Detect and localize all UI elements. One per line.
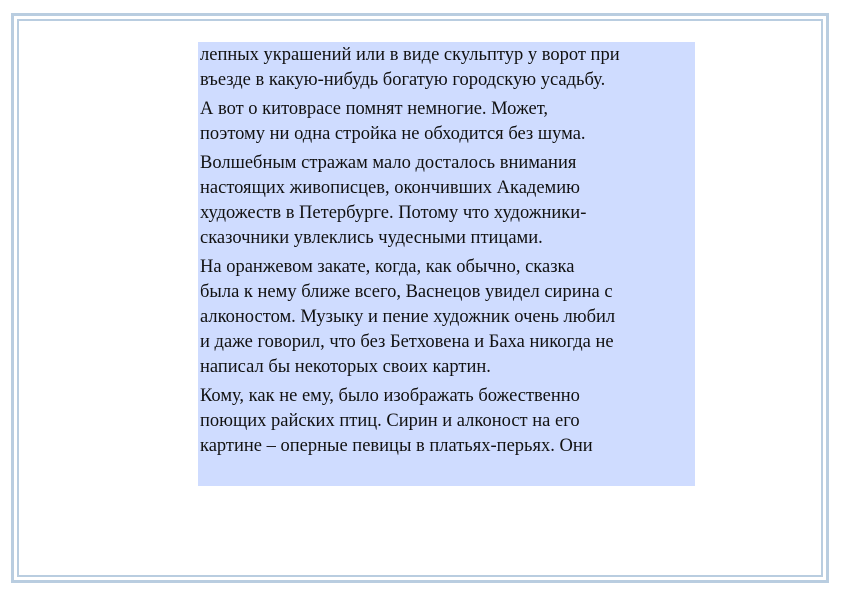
- text-line: А вот о китоврасе помнят немногие. Может,: [200, 99, 549, 119]
- paragraph-5: [200, 384, 693, 459]
- text-line: Волшебным стражам мало досталось внимания: [200, 153, 577, 173]
- text-line: написал бы некоторых своих картин.: [200, 357, 491, 377]
- text-line: была к нему ближе всего, Васнецов увидел сирина с: [200, 282, 613, 302]
- text-line: поющих райских птиц. Сирин и алконост на его: [200, 411, 580, 431]
- text-line: въезде в какую-нибудь богатую городскую усадьбу.: [200, 70, 606, 90]
- text-line: Кому, как не ему, было изображать божественно: [200, 386, 580, 406]
- text-line: поэтому ни одна стройка не обходится без шума.: [200, 124, 586, 144]
- paragraph-2: [200, 97, 693, 147]
- text-line: алконостом. Музыку и пение художник очень любил: [200, 307, 616, 327]
- text-line: картине – оперные певицы в платьях-перьях. Они: [200, 436, 593, 456]
- paragraph-3: [200, 151, 693, 251]
- text-line: На оранжевом закате, когда, как обычно, сказка: [200, 257, 575, 277]
- paragraph-4: [200, 255, 693, 380]
- paragraph-1: [200, 43, 693, 93]
- text-line: и даже говорил, что без Бетховена и Баха никогда не: [200, 332, 614, 352]
- text-line: сказочники увлеклись чудесными птицами.: [200, 228, 543, 248]
- text-block: [198, 42, 695, 486]
- text-line: лепных украшений или в виде скульптур у ворот при: [200, 45, 620, 65]
- text-line: настоящих живописцев, окончивших Академию: [200, 178, 580, 198]
- text-line: художеств в Петербурге. Потому что художники-: [200, 203, 587, 223]
